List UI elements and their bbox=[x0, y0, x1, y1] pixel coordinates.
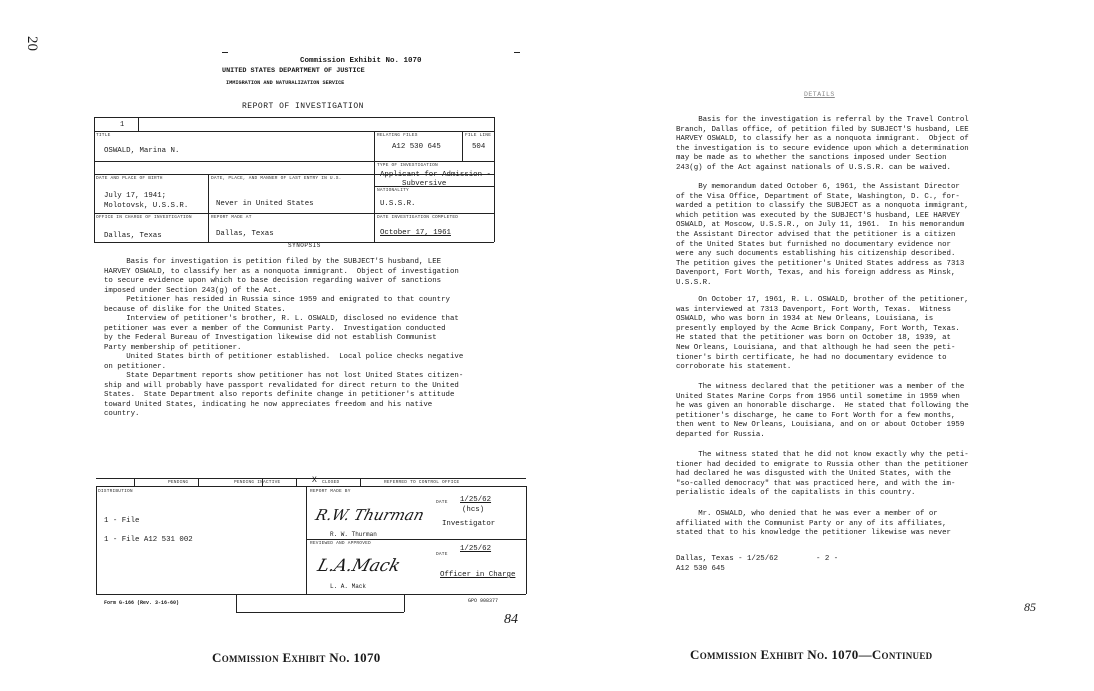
handwritten-page-number: 85 bbox=[1024, 600, 1036, 614]
status-referred: REFERRED TO CONTROL OFFICE bbox=[384, 480, 460, 485]
form-number: Form G-166 (Rev. 3-16-60) bbox=[104, 600, 180, 606]
label-report-made: REPORT MADE AT bbox=[211, 215, 252, 220]
officer-name: L. A. Mack bbox=[330, 583, 367, 590]
agency-name: UNITED STATES DEPARTMENT OF JUSTICE bbox=[222, 67, 365, 75]
status-inactive: PENDING INACTIVE bbox=[234, 480, 281, 485]
file-number: A12 530 645 bbox=[392, 143, 441, 151]
label-dob: DATE AND PLACE OF BIRTH bbox=[96, 176, 163, 181]
investigation-type-2: Subversive bbox=[402, 180, 447, 188]
distribution-1: 1 - File bbox=[104, 517, 140, 525]
footer-place-date: Dallas, Texas - 1/25/62 bbox=[676, 555, 779, 563]
exhibit-caption: Commission Exhibit No. 1070—Continued bbox=[690, 647, 933, 662]
footer-page: - 2 - bbox=[816, 555, 839, 563]
top-mark bbox=[222, 52, 228, 53]
status-pending: PENDING bbox=[168, 480, 189, 485]
synopsis-paragraph: Interview of petitioner's brother, R. L. OSWALD, disclosed no evidence that petitioner was ever a member of the Communist Party. Investigation conducted by the Federal Bureau of Investigation likewise did not establish Communist Party membership of petitioner. bbox=[104, 315, 459, 352]
dob-line-2: Molotovsk, U.S.S.R. bbox=[104, 202, 189, 210]
investigator-title: Investigator bbox=[442, 520, 496, 528]
date-1: 1/25/62 bbox=[460, 496, 492, 504]
synopsis-paragraph: Basis for investigation is petition filed by the SUBJECT'S husband, LEE HARVEY OSWALD, to classify her as a nonquota immigrant. Object of investigation to secure evidence upon which to base decision regarding waiver of sanctions imposed under Section 243(g) of the Act. bbox=[104, 258, 459, 295]
details-paragraph: The witness declared that the petitioner was a member of the United States Marine Corps from 1956 until sometime in 1959 when he was given an honorable discharge. He stated that following the petitioner's discharge, he came to Fort Worth for a few months, then went to New Orleans, Louisiana, and on or about October 1959 departed for Russia. bbox=[676, 383, 969, 439]
details-paragraph: The witness stated that he did not know exactly why the peti- tioner had decided to emigrate to Russia other than the petitioner had declared he was disgusted with the United States, with the "so-called democracy" that was practiced here, and with the im- perialistic ideals of the capitalists in this country. bbox=[676, 451, 969, 498]
synopsis-paragraph: State Department reports show petitioner has not lost United States citizen- ship and will probably have passport revalidated for direct return to the United States. State Department also reports definite change in petitioner's attitude toward United States, indicating he now appreciates freedom and his native country. bbox=[104, 372, 464, 419]
label-entry: DATE, PLACE, AND MANNER OF LAST ENTRY IN U.S. bbox=[211, 176, 342, 181]
label-title: TITLE bbox=[96, 133, 111, 138]
synopsis-heading: SYNOPSIS bbox=[288, 242, 321, 249]
date-label-1: DATE bbox=[436, 500, 448, 505]
office: Dallas, Texas bbox=[104, 232, 162, 240]
synopsis-paragraph: United States birth of petitioner established. Local police checks negative on petitioner. bbox=[104, 353, 464, 371]
nationality: U.S.S.R. bbox=[380, 200, 416, 208]
label-nationality: NATIONALITY bbox=[377, 188, 409, 193]
top-mark bbox=[514, 52, 520, 53]
details-paragraph: Basis for the investigation is referral by the Travel Control Branch, Dallas office, of petition filed by SUBJECT'S husband, LEE HARVEY OSWALD, to classify her as a nonquota immigrant. Object of the investigation is to secure evidence upon which a determination may be made as to whether the sanctions imposed under Section 243(g) of the Act against nationals of U.S.S.R. can be waived. bbox=[676, 116, 969, 172]
last-entry: Never in United States bbox=[216, 200, 314, 208]
exhibit-label: Commission Exhibit No. 1070 bbox=[300, 57, 422, 65]
label-file-line: FILE LINE bbox=[465, 133, 492, 138]
officer-title: Officer in Charge bbox=[440, 571, 516, 579]
file-line: 504 bbox=[472, 143, 486, 151]
page-number: 20 bbox=[24, 36, 40, 51]
investigator-signature: R.W. Thurman bbox=[313, 506, 427, 524]
service-name: IMMIGRATION AND NATURALIZATION SERVICE bbox=[226, 80, 345, 86]
dob-line-1: July 17, 1941; bbox=[104, 192, 167, 200]
details-paragraph: On October 17, 1961, R. L. OSWALD, brother of the petitioner, was interviewed at 7313 Davenport, Fort Worth, Texas. Witness OSWALD, who was born in 1934 at New Orleans, Louisiana, is presently employed by the Acme Brick Company, Fort Worth, Texas. He stated that the petitioner was born on October 18, 1939, at New Orleans, Louisiana, and that although he had seen the peti- tioner's birth certificate, he had no documentary evidence to corroborate his statement. bbox=[676, 296, 969, 372]
details-heading: DETAILS bbox=[804, 91, 835, 98]
label-distribution: DISTRIBUTION bbox=[98, 489, 133, 494]
report-title: REPORT OF INVESTIGATION bbox=[242, 102, 364, 111]
officer-signature: L.A.Mack bbox=[315, 556, 403, 576]
investigator-name: R. W. Thurman bbox=[330, 531, 377, 538]
distribution-2: 1 - File A12 531 002 bbox=[104, 536, 193, 544]
gpo-number: GPO 908377 bbox=[468, 598, 499, 604]
details-paragraph: Mr. OSWALD, who denied that he was ever a member of or affiliated with the Communist Party or any of its affiliates, stated that to his knowledge the petitioner likewise was never bbox=[676, 510, 951, 538]
investigation-type-1: Applicant for Admission - bbox=[380, 171, 491, 179]
label-type: TYPE OF INVESTIGATION bbox=[377, 163, 438, 168]
date-label-2: DATE bbox=[436, 552, 448, 557]
status-closed: CLOSED bbox=[322, 480, 340, 485]
details-paragraph: By memorandum dated October 6, 1961, the Assistant Director of the Visa Office, Department of State, Washington, D. C., for- warded a petition to classify the SUBJECT as a nonquota immigrant, which petition was executed by the SUBJECT'S husband, LEE HARVEY OSWALD, at Moscow, U.S.S.R., on July 11, 1961. In his memorandum the Assistant Director advised that the petitioner is a citizen of the United States but furnished no documentary evidence nor were any such documents establishing his citizenship described. The petition gives the petitioner's United States address as 7313 Davenport, Fort Worth, Texas, and his foreign address as Minsk, U.S.S.R. bbox=[676, 183, 969, 287]
footer-file: A12 530 645 bbox=[676, 565, 725, 573]
synopsis-paragraph: Petitioner has resided in Russia since 1959 and emigrated to that country because of dislike for the United States. bbox=[104, 296, 450, 314]
label-reviewed: REVIEWED AND APPROVED bbox=[310, 541, 371, 546]
label-file: RELATING FILES bbox=[377, 133, 418, 138]
box-number: 1 bbox=[120, 121, 125, 129]
status-mark: X bbox=[312, 476, 317, 485]
report-made-at: Dallas, Texas bbox=[216, 230, 274, 238]
label-completed: DATE INVESTIGATION COMPLETED bbox=[377, 215, 459, 220]
subject-name: OSWALD, Marina N. bbox=[104, 147, 180, 155]
date-2: 1/25/62 bbox=[460, 545, 492, 553]
label-report-made-by: REPORT MADE BY bbox=[310, 489, 351, 494]
date-1-note: (hcs) bbox=[462, 506, 485, 514]
exhibit-caption: Commission Exhibit No. 1070 bbox=[212, 650, 381, 665]
handwritten-page-number: 84 bbox=[504, 612, 518, 627]
label-office: OFFICE IN CHARGE OF INVESTIGATION bbox=[96, 215, 192, 220]
date-completed: October 17, 1961 bbox=[380, 229, 451, 237]
